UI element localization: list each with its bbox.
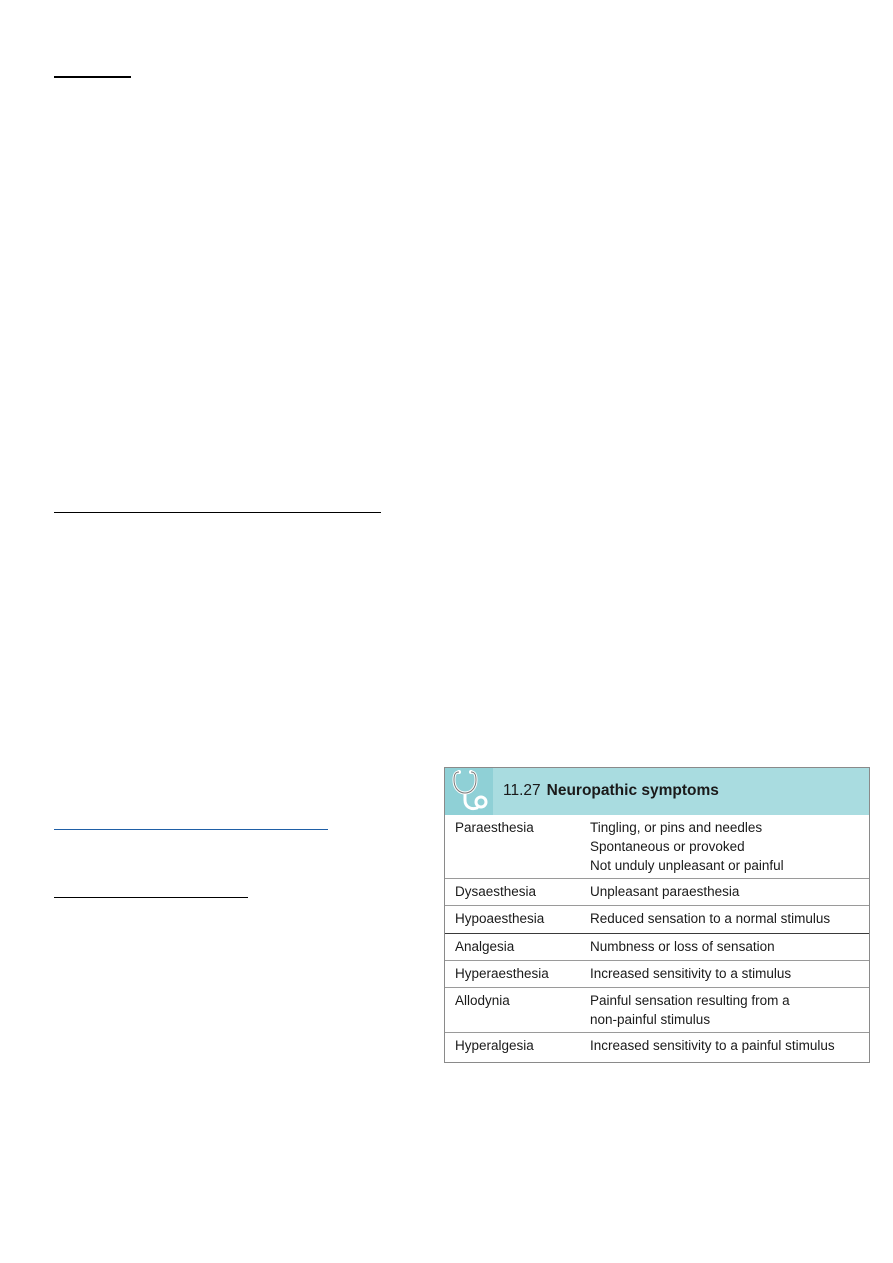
row-term: Allodynia — [455, 993, 510, 1008]
row-description — [590, 991, 790, 1029]
table-body — [445, 815, 869, 1061]
description-line: Reduced sensation to a normal stimulus — [590, 911, 831, 926]
stethoscope-icon — [445, 768, 493, 815]
table-row — [445, 961, 869, 988]
row-term: Hyperaesthesia — [455, 966, 549, 981]
neuropathic-symptoms-table — [444, 767, 870, 1063]
description-line: Tingling, or pins and needles — [590, 820, 763, 835]
table-row — [445, 906, 869, 934]
table-row — [445, 934, 869, 961]
table-title-text: Neuropathic symptoms — [546, 782, 719, 799]
row-description — [590, 937, 775, 956]
description-line: Unpleasant paraesthesia — [590, 884, 740, 899]
row-term: Dysaesthesia — [455, 884, 537, 899]
row-description — [590, 882, 739, 901]
table-title — [503, 782, 719, 800]
description-line: Spontaneous or provoked — [590, 839, 745, 854]
row-description — [590, 1036, 835, 1055]
description-line: Painful sensation resulting from a — [590, 993, 790, 1008]
description-line: non-painful stimulus — [590, 1012, 711, 1027]
row-term: Analgesia — [455, 939, 515, 954]
table-number: 11.27 — [503, 782, 541, 799]
row-description — [590, 818, 784, 875]
row-description — [590, 909, 830, 928]
table-row — [445, 1033, 869, 1061]
description-line: Increased sensitivity to a painful stimulus — [590, 1038, 835, 1053]
description-line: Not unduly unpleasant or painful — [590, 858, 784, 873]
table-row — [445, 815, 869, 879]
description-line: Numbness or loss of sensation — [590, 939, 775, 954]
link-underline — [54, 829, 328, 830]
table-row — [445, 879, 869, 906]
row-term: Hypoaesthesia — [455, 911, 545, 926]
heading-underline — [54, 76, 131, 78]
table-header — [445, 768, 869, 815]
description-line: Increased sensitivity to a stimulus — [590, 966, 792, 981]
heading-underline — [54, 897, 248, 898]
heading-underline — [54, 512, 381, 513]
row-term: Hyperalgesia — [455, 1038, 534, 1053]
row-description — [590, 964, 791, 983]
row-term: Paraesthesia — [455, 820, 534, 835]
table-row — [445, 988, 869, 1033]
